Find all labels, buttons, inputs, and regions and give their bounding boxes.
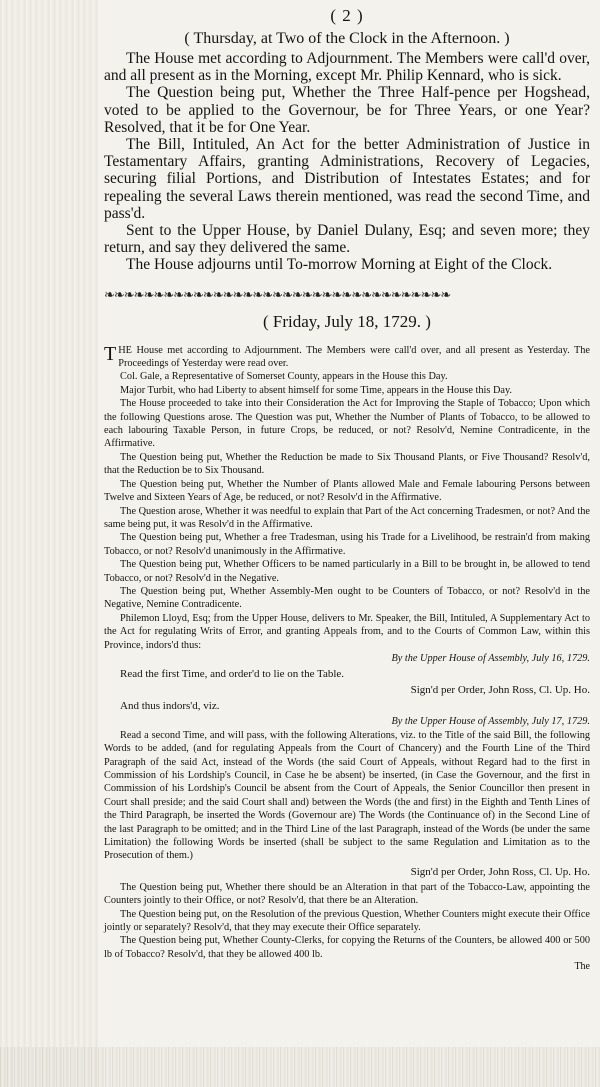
paragraph: The Question being put, Whether there should be an Alteration in that part of the Tobacco-Law, appointing the Counters jointly to their Office, or not? Resolv'd, that there be an Alteration. <box>104 881 590 907</box>
paragraph: The Question being put, Whether a free Tradesman, using his Trade for a Livelihood, be restrain'd from making Tobacco, or not? Resolv'd unanimously in the Affirmative. <box>104 532 590 557</box>
drop-cap: T <box>104 342 117 365</box>
paragraph: Read the first Time, and order'd to lie on the Table. <box>120 668 345 681</box>
paragraph: The Bill, Intituled, An Act for the better Administration of Justice in Testamentary Affairs, granting Administrations, Recovery of Legacies, securing filial Portions, and Distribution of Intestates Estates; and for repealing the several Laws therein mentioned, was read the second Time, and pass'd. <box>104 136 590 222</box>
paragraph: The House adjourns until To-morrow Morning at Eight of the Clock. <box>126 256 553 274</box>
paragraph: The Question being put, Whether Officers to be named particularly in a Bill to be brought in, be allowed to tend Tobacco, or not? Resolv'd in the Negative. <box>104 559 590 584</box>
session-heading-thursday: ( Thursday, at Two of the Clock in the Afternoon. ) <box>184 30 510 47</box>
paragraph: The Question being put, on the Resolution of the previous Question, Whether Counters might execute their Office jointly or separately? Resolv'd, that they may execute their Office separately. <box>104 908 590 934</box>
upper-house-endorsement: By the Upper House of Assembly, July 17, 1729. <box>391 716 590 728</box>
paragraph: Sent to the Upper House, by Daniel Dulany, Esq; and seven more; they return, and say they delivered the same. <box>104 222 590 257</box>
paragraph: Philemon Lloyd, Esq; from the Upper House, delivers to Mr. Speaker, the Bill, Intituled, A Supplementary Act to the Act for regulating Writs of Error, and granting Appeals from, and to the Courts of Common Law, within this Province, indors'd thus: <box>104 612 590 651</box>
page-bottom-wear <box>0 1047 600 1087</box>
page-number: ( 2 ) <box>330 6 364 25</box>
paragraph: Read a second Time, and will pass, with the following Alterations, viz. to the Title of the said Bill, the following Words to be added, (and for regulating Appeals from the Court of Chancery) and the Fourth Line of the Third Paragraph of the said Act, instead of the Words (the said Court of Appeals, without Regard had to the first in Commission of his Lordship's Council, in Case he be absent) be inserted, (in Case the Governour, and the first in Commission of his Lordship's Council be absent from the Court of Appeals, the Senior Councillor then present in Court shall preside; and the said Court shall and) between the Words (the and first) in the Eighth and Tenth Lines of the Third Paragraph, be inserted the Words (Governour are) The Words (the Continuance of) in the Second Line of the last Paragraph to be omitted; and in the Third Line of the last Paragraph, instead of the Words (be under the same Limitation) the following Words be inserted (shall be subject to the same Regulation and Limitation as to the Prosecution of them.) <box>104 729 590 862</box>
ornamental-divider: ❧❧❧❧❧❧❧❧❧❧❧❧❧❧❧❧❧❧❧❧❧❧❧❧❧❧❧❧❧❧❧❧❧❧❧ <box>104 287 451 302</box>
paragraph: The Question being put, Whether the Reduction be made to Six Thousand Plants, or Five Thousand? Resolv'd, that the Reduction be to Six Thousand. <box>104 451 590 477</box>
paragraph: And thus indors'd, viz. <box>120 700 220 713</box>
signature-line: Sign'd per Order, John Ross, Cl. Up. Ho. <box>410 684 590 697</box>
upper-house-endorsement: By the Upper House of Assembly, July 16, 1729. <box>391 652 590 664</box>
catchword: The <box>574 961 590 973</box>
paragraph: The Question being put, Whether County-Clerks, for copying the Returns of the Counters, be allowed 400 or 500 lb of Tobacco? Resolv'd, that they be allowed 400 lb. <box>104 935 590 960</box>
paragraph: The Question arose, Whether it was needful to explain that Part of the Act concerning Tradesmen, or not? And the same being put, it was Resolv'd in the Affirmative. <box>104 505 590 530</box>
paragraph: Col. Gale, a Representative of Somerset County, appears in the House this Day. <box>120 371 448 383</box>
paragraph: The House proceeded to take into their Consideration the Act for Improving the Staple of Tobacco; Upon which the following Questions arose. The Question was put, Whether the Number of Plants of Tobacco, to be allowed to each labouring Taxable Person, in future Crops, be reduced, or not? Resolv'd, Nemine Contradicente, in the Affirmative. <box>104 398 590 450</box>
paragraph: The Question being put, Whether the Number of Plants allowed Male and Female labouring Persons between Twelve and Sixteen Years of Age, be reduced, or not? Resolv'd in the Affirmative. <box>104 478 590 504</box>
session-heading-friday: ( Friday, July 18, 1729. ) <box>263 311 431 331</box>
paragraph: Major Turbit, who had Liberty to absent himself for some Time, appears in the House this Day. <box>120 384 513 396</box>
signature-line: Sign'd per Order, John Ross, Cl. Up. Ho. <box>410 865 590 878</box>
paragraph: The Question being put, Whether Assembly-Men ought to be Counters of Tobacco, or not? Resolv'd in the Negative, Nemine Contradicente. <box>104 585 590 611</box>
paragraph: THE House met according to Adjournment. The Members were call'd over, and all present as Yesterday. The Proceedings of Yesterday were read over. <box>104 342 590 370</box>
paragraph: The Question being put, Whether the Three Half-pence per Hogshead, voted to be applied to the Governour, be for Three Years, or one Year? Resolved, that it be for One Year. <box>104 84 590 136</box>
paragraph: The House met according to Adjournment. The Members were call'd over, and all present as in the Morning, except Mr. Philip Kennard, who is sick. <box>104 50 590 85</box>
